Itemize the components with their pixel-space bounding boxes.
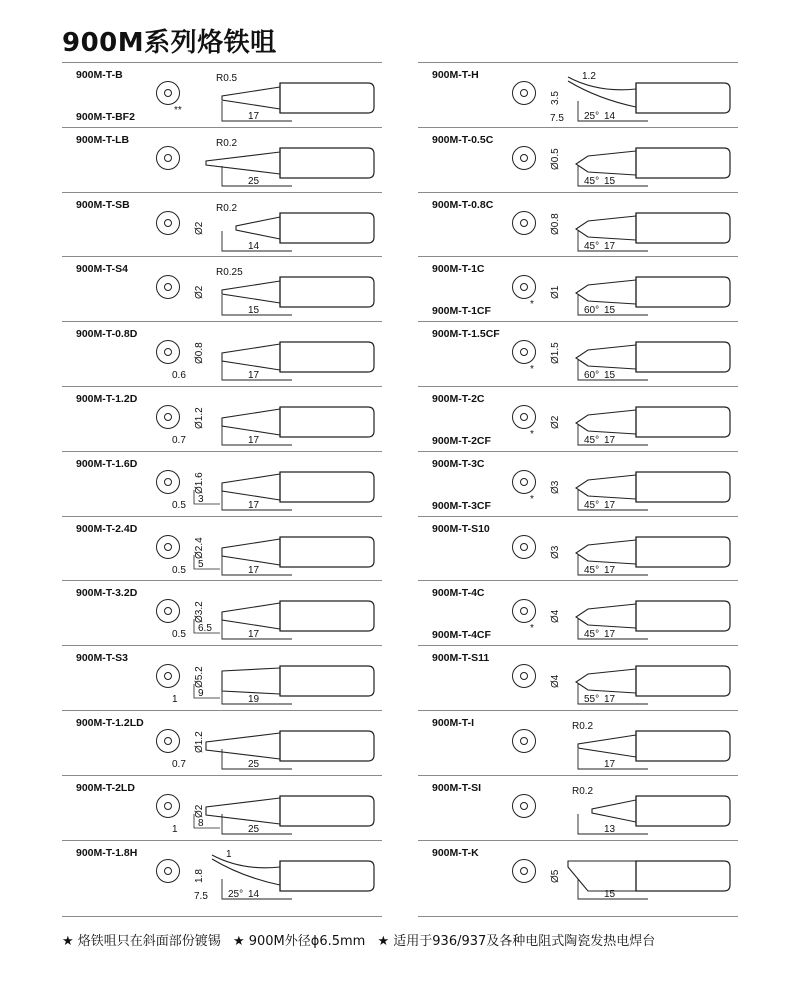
tip-thickness-label: 0.7 <box>172 434 186 446</box>
tip-model: 900M-T-S3 <box>76 652 128 665</box>
right-column <box>418 62 738 904</box>
tip-bevel <box>576 410 636 434</box>
tip-radius-label: R0.2 <box>216 202 238 214</box>
tip-diameter-label: Ø0.8 <box>194 342 205 365</box>
tip-model: 900M-T-H <box>432 69 479 81</box>
tip-end-view-icon <box>512 405 536 429</box>
tip-shank <box>636 796 730 826</box>
tip-shank <box>280 601 374 631</box>
tip-angle-label: 25° <box>228 888 244 900</box>
tip-diameter-label: Ø2.4 <box>194 536 205 559</box>
tip-row <box>62 451 382 516</box>
bottom-rule-right <box>418 916 738 917</box>
tip-shank <box>636 148 730 178</box>
tip-row <box>418 127 738 192</box>
tip-radius-label: R0.2 <box>216 137 238 149</box>
tip-row <box>62 710 382 775</box>
tip-row <box>418 775 738 840</box>
tip-model: 900M-T-2LD <box>76 781 135 794</box>
tip-row <box>418 710 738 775</box>
tip-end-view-icon <box>512 81 536 105</box>
tip-end-view-icon <box>512 729 536 753</box>
tip-row <box>62 62 382 127</box>
tip-shank <box>636 537 730 567</box>
tip-shank <box>280 861 374 891</box>
tip-model: 900M-T-1.5CF <box>432 328 500 341</box>
tip-thickness-label: 1 <box>172 823 178 835</box>
tip-model-alt: 900M-T-1CF <box>432 305 491 318</box>
tip-bevel <box>576 345 636 369</box>
tip-model: 900M-T-1C <box>432 263 485 276</box>
footer-note: ★ 烙铁咀只在斜面部份镀锡 <box>62 934 221 949</box>
tip-row <box>418 451 738 516</box>
tip-model: 900M-T-SI <box>432 781 482 794</box>
tip-chisel <box>222 603 280 629</box>
tip-mark: * <box>530 428 534 440</box>
tip-length-label: 17 <box>604 240 616 252</box>
tip-length-label: 17 <box>604 499 616 511</box>
tip-shank <box>280 83 374 113</box>
tip-model: 900M-T-0.8D <box>76 328 138 341</box>
tip-row <box>418 192 738 257</box>
tip-end-view-icon <box>512 470 536 494</box>
tip-shank <box>636 342 730 372</box>
tip-profile-drawing <box>548 69 733 125</box>
tip-diameter-label: Ø4 <box>550 610 561 624</box>
tip-mark: * <box>530 623 534 635</box>
tip-row <box>62 840 382 905</box>
tip-shank <box>280 796 374 826</box>
tip-length-label: 17 <box>248 564 260 576</box>
tip-diameter-label: Ø1 <box>550 286 561 300</box>
tip-shank <box>636 277 730 307</box>
tip-cone <box>592 800 636 822</box>
tip-row <box>418 256 738 321</box>
tip-angle-label: 45° <box>584 564 600 576</box>
tip-profile-drawing <box>192 263 377 319</box>
tip-profile-drawing <box>548 523 733 579</box>
tip-row <box>62 645 382 710</box>
tip-model-alt: 900M-T-3CF <box>432 499 491 512</box>
tip-shank <box>280 148 374 178</box>
tip-profile-drawing <box>548 652 733 708</box>
tip-profile-drawing <box>192 69 377 125</box>
tip-cone <box>222 87 280 109</box>
tip-chisel <box>206 798 280 824</box>
tip-radius-label: R0.2 <box>572 720 594 732</box>
tip-profile-drawing <box>192 523 377 579</box>
tip-cone <box>578 735 636 757</box>
tip-end-view-icon <box>156 146 180 170</box>
tip-model: 900M-T-1.2D <box>76 392 138 405</box>
tip-row <box>62 321 382 386</box>
tip-end-view-icon <box>512 275 536 299</box>
tip-inner-label: 5 <box>198 558 204 570</box>
tip-bevel <box>576 475 636 499</box>
tip-model: 900M-T-B <box>76 69 123 81</box>
tip-profile-drawing <box>548 458 733 514</box>
tip-end-view-icon <box>512 211 536 235</box>
tip-end-view-icon <box>156 81 180 105</box>
tip-shank <box>636 213 730 243</box>
tip-shank <box>636 407 730 437</box>
tip-bevel <box>576 151 636 175</box>
tip-shank <box>280 277 374 307</box>
footer-note: ★ 900M外径ϕ6.5mm <box>232 934 366 949</box>
tip-profile-drawing <box>548 782 733 838</box>
tip-diameter-label: Ø2 <box>550 415 561 429</box>
tip-thickness-label: 0.5 <box>172 564 186 576</box>
tip-length-label: 19 <box>248 694 260 706</box>
tip-model: 900M-T-3.2D <box>76 587 138 600</box>
tip-model: 900M-T-2C <box>432 392 485 405</box>
tip-mark: * <box>530 299 534 311</box>
left-column <box>62 62 382 904</box>
tip-length-label: 17 <box>248 370 260 382</box>
tip-model: 900M-T-4C <box>432 587 485 600</box>
tip-mark: * <box>530 493 534 505</box>
tip-model: 900M-T-1.8H <box>76 846 138 859</box>
tip-end-label: 1 <box>226 848 232 860</box>
tip-angle-label: 25° <box>584 111 600 122</box>
tip-shank <box>280 213 374 243</box>
tip-profile-drawing <box>548 393 733 449</box>
tip-diameter-label: Ø1.6 <box>194 472 205 494</box>
tip-diameter-label: Ø1.2 <box>194 731 205 753</box>
tip-end-view-icon <box>156 535 180 559</box>
tip-row <box>62 516 382 581</box>
tip-shank <box>636 731 730 761</box>
tip-shank <box>280 472 374 502</box>
tip-length-label: 14 <box>248 888 260 900</box>
tip-angle-label: 45° <box>584 240 600 252</box>
tip-angle-label: 45° <box>584 629 600 641</box>
tip-bevel <box>576 216 636 240</box>
tip-angle-label: 45° <box>584 175 600 187</box>
bottom-rule-left <box>62 916 382 917</box>
tip-length-label: 25 <box>248 175 260 187</box>
tip-model: 900M-T-LB <box>76 133 130 146</box>
tip-cone <box>206 152 280 174</box>
tip-model: 900M-T-S4 <box>76 263 128 276</box>
tip-profile-drawing <box>192 393 377 449</box>
tip-end-view-icon <box>156 794 180 818</box>
tip-profile-drawing <box>548 328 733 384</box>
tip-shank <box>280 407 374 437</box>
tip-diameter-label: Ø5 <box>550 869 561 883</box>
tip-diameter-label: Ø0.8 <box>550 212 561 235</box>
tip-length-label: 17 <box>604 629 616 641</box>
tip-length-label: 14 <box>604 111 616 122</box>
tip-cone <box>222 281 280 303</box>
tip-row <box>62 192 382 257</box>
tip-bend-label: 7.5 <box>550 113 564 124</box>
tip-row <box>418 645 738 710</box>
tip-end-view-icon <box>512 859 536 883</box>
tip-model: 900M-T-I <box>432 716 475 729</box>
tip-end-view-icon <box>512 340 536 364</box>
tip-thickness-label: 0.5 <box>172 499 186 511</box>
tip-shank <box>636 472 730 502</box>
tip-row <box>418 321 738 386</box>
tip-thickness-label: 0.6 <box>172 370 186 382</box>
tip-shank <box>280 666 374 696</box>
tip-thickness-label: 0.7 <box>172 758 186 770</box>
tip-diameter-label: Ø3 <box>550 480 561 494</box>
tip-inner-label: 8 <box>198 817 204 829</box>
tip-diameter-label: Ø2 <box>194 221 205 235</box>
tip-row <box>418 62 738 127</box>
tip-end-label: 1.2 <box>582 71 596 82</box>
tip-bevel <box>576 280 636 304</box>
tip-diameter-label: Ø1.2 <box>194 407 205 429</box>
tip-length-label: 15 <box>604 305 616 317</box>
tip-chisel <box>206 733 280 759</box>
tip-end-view-icon <box>156 599 180 623</box>
tip-length-label: 25 <box>248 758 260 770</box>
tip-profile-drawing <box>548 263 733 319</box>
tip-diameter-label: Ø2 <box>194 804 205 818</box>
tip-row <box>418 516 738 581</box>
tip-end-view-icon <box>512 535 536 559</box>
tip-end-view-icon <box>156 211 180 235</box>
tip-profile-drawing <box>192 782 377 838</box>
tip-row <box>62 127 382 192</box>
tip-diameter-label: Ø0.5 <box>550 148 561 170</box>
tip-profile-drawing <box>192 328 377 384</box>
tip-model: 900M-T-3C <box>432 457 485 470</box>
tip-diameter-label: Ø3.2 <box>194 601 205 624</box>
tip-chisel <box>222 409 280 435</box>
tip-length-label: 17 <box>604 434 616 446</box>
tip-model: 900M-T-SB <box>76 198 130 211</box>
tip-end-view-icon <box>156 664 180 688</box>
footer-notes <box>62 930 762 949</box>
tip-end-view-icon <box>156 405 180 429</box>
tip-end-view-icon <box>156 275 180 299</box>
tip-profile-drawing <box>192 458 377 514</box>
tip-model-alt: 900M-T-BF2 <box>76 111 135 123</box>
tip-model: 900M-T-S11 <box>432 652 490 665</box>
tip-row <box>62 775 382 840</box>
tip-chisel <box>222 539 280 565</box>
tip-profile-drawing <box>192 199 377 255</box>
tip-end-view-icon <box>156 340 180 364</box>
tip-chisel <box>222 344 280 370</box>
tip-end-view-icon <box>156 470 180 494</box>
tip-model: 900M-T-0.8C <box>432 198 494 211</box>
tip-length-label: 17 <box>248 629 260 641</box>
tip-length-label: 13 <box>604 823 616 835</box>
tip-row <box>418 840 738 905</box>
tip-model-alt: 900M-T-4CF <box>432 629 491 642</box>
tip-shank <box>636 861 730 891</box>
tip-diameter-label: Ø5.2 <box>194 666 205 689</box>
tip-cone <box>236 217 280 239</box>
tip-profile-drawing <box>548 587 733 643</box>
tip-length-label: 17 <box>248 111 260 122</box>
tip-length-label: 15 <box>604 888 616 900</box>
tip-thickness-label: 0.5 <box>172 629 186 641</box>
tip-length-label: 25 <box>248 823 260 835</box>
tip-end-view-icon <box>156 859 180 883</box>
tip-shank <box>636 601 730 631</box>
tip-inner-label: 3 <box>198 493 204 505</box>
tip-mark: ** <box>174 105 182 116</box>
tip-radius-label: R0.2 <box>572 785 594 797</box>
tip-diameter-label: Ø4 <box>550 674 561 689</box>
tip-model: 900M-T-S10 <box>432 522 490 535</box>
tip-model: 900M-T-1.2LD <box>76 716 144 729</box>
tip-thickness-label: 1 <box>172 694 178 706</box>
tip-end-view-icon <box>156 729 180 753</box>
tip-bend-label: 7.5 <box>194 890 208 902</box>
tip-mark: * <box>530 364 534 376</box>
tip-radius-label: R0.25 <box>216 267 243 279</box>
tip-row <box>418 386 738 451</box>
tip-end-view-icon <box>512 599 536 623</box>
tip-diameter-label: Ø2 <box>194 286 205 300</box>
tip-shank <box>636 666 730 696</box>
tip-diameter-label: 3.5 <box>550 91 561 105</box>
tip-radius-label: R0.5 <box>216 73 238 84</box>
tip-shank <box>280 731 374 761</box>
tip-model: 900M-T-1.6D <box>76 457 138 470</box>
tip-row <box>418 580 738 645</box>
tip-row <box>62 580 382 645</box>
tip-model: 900M-T-0.5C <box>432 133 494 146</box>
tip-length-label: 15 <box>604 175 616 187</box>
tip-model: 900M-T-K <box>432 846 479 859</box>
footer-note: ★ 适用于936/937及各种电阻式陶瓷发热电焊台 <box>377 934 656 949</box>
tip-end-view-icon <box>512 146 536 170</box>
tip-chisel <box>222 668 280 694</box>
tip-row <box>62 256 382 321</box>
tip-length-label: 17 <box>604 694 616 706</box>
tip-profile-drawing <box>548 847 733 903</box>
tip-angle-label: 45° <box>584 499 600 511</box>
tip-length-label: 17 <box>248 499 260 511</box>
tip-model: 900M-T-2.4D <box>76 522 138 535</box>
tip-inner-label: 9 <box>198 688 204 700</box>
tip-length-label: 17 <box>604 758 616 770</box>
tip-end-view-icon <box>512 794 536 818</box>
tip-angle-label: 45° <box>584 434 600 446</box>
tip-shank <box>280 537 374 567</box>
tip-end-view-icon <box>512 664 536 688</box>
tip-diameter-label: Ø1.5 <box>550 342 561 365</box>
tip-bevel <box>576 669 636 693</box>
tip-profile-drawing <box>192 652 377 708</box>
tip-profile-drawing <box>192 587 377 643</box>
tip-bevel <box>576 604 636 628</box>
tip-bevel <box>576 540 636 564</box>
tip-angle-label: 55° <box>584 694 600 706</box>
tip-length-label: 14 <box>248 240 260 252</box>
tip-angle-label: 60° <box>584 305 600 317</box>
tip-length-label: 15 <box>604 370 616 382</box>
tip-profile-drawing <box>548 199 733 255</box>
tip-diameter-label: 1.8 <box>194 868 205 883</box>
tip-shank <box>636 83 730 113</box>
tip-length-label: 17 <box>248 434 260 446</box>
tip-row <box>62 386 382 451</box>
tip-profile-drawing <box>548 717 733 773</box>
tip-chisel <box>222 474 280 500</box>
tip-length-label: 15 <box>248 305 260 317</box>
tip-profile-drawing <box>192 717 377 773</box>
tip-model-alt: 900M-T-2CF <box>432 434 491 447</box>
tip-length-label: 17 <box>604 564 616 576</box>
page-title: 900M系列烙铁咀 <box>62 28 277 58</box>
tip-inner-label: 6.5 <box>198 623 212 635</box>
tip-diameter-label: Ø3 <box>550 545 561 559</box>
tip-profile-drawing <box>192 134 377 190</box>
tip-shank <box>280 342 374 372</box>
tip-profile-drawing <box>548 134 733 190</box>
tip-angle-label: 60° <box>584 370 600 382</box>
tip-profile-drawing <box>192 847 377 903</box>
